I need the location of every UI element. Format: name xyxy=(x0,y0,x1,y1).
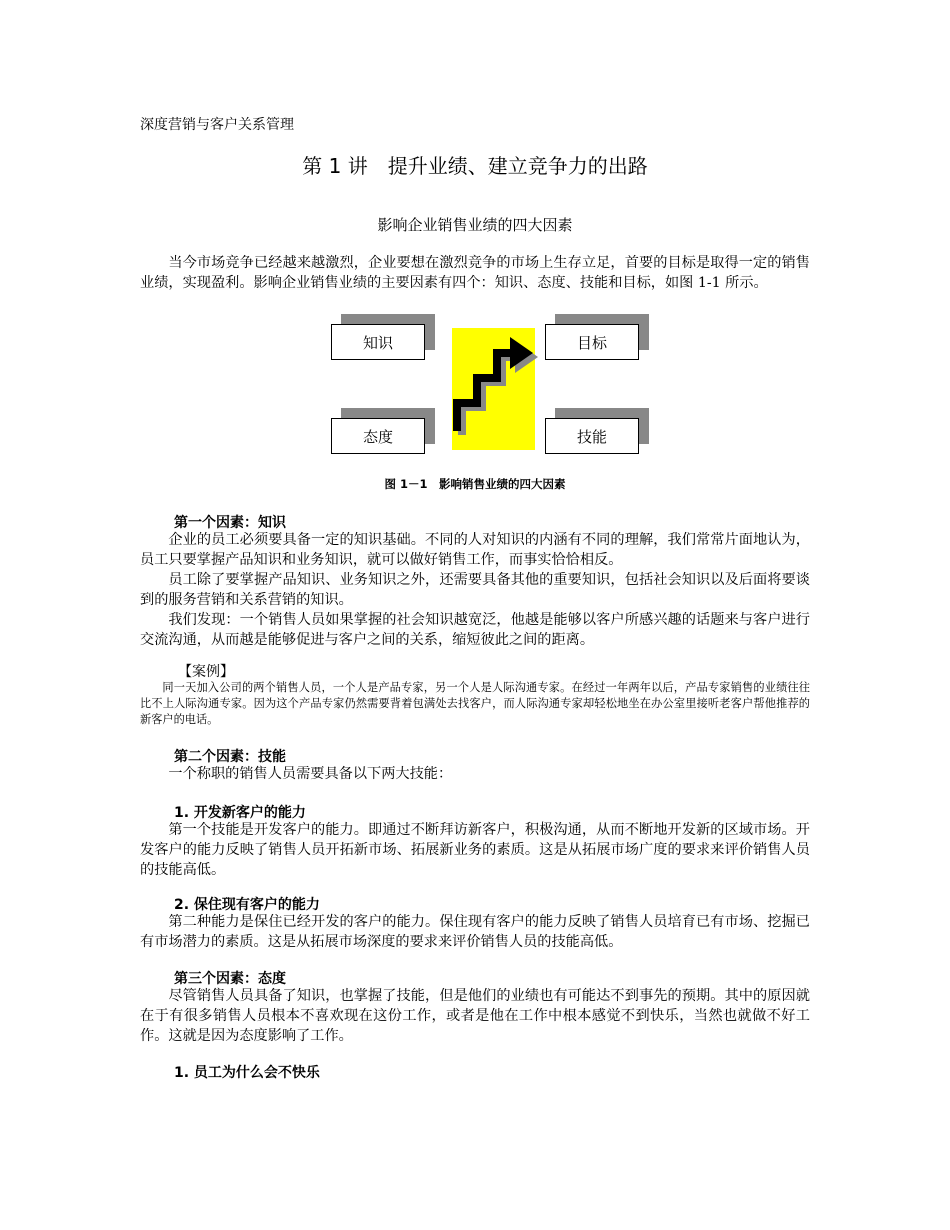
intro-paragraph: 当今市场竞争已经越来越激烈，企业要想在激烈竞争的市场上生存立足，首要的目标是取得一定的销售业绩，实现盈利。影响企业销售业绩的主要因素有四个：知识、态度、技能和目标，如图 1-1 所示。 xyxy=(140,255,810,291)
stair-arrow-icon xyxy=(445,325,545,455)
factor2-heading: 第二个因素：技能 xyxy=(174,749,286,765)
factor3-text: 尽管销售人员具备了知识，也掌握了技能，但是他们的业绩也有可能达不到事先的预期。其中的原因就在于有很多销售人员根本不喜欢现在这份工作，或者是他在工作中根本感觉不到快乐，当然也就做不好工作。这就是因为态度影响了工作。 xyxy=(140,988,810,1044)
factor3-sub1-heading: 1. 员工为什么会不快乐 xyxy=(174,1065,320,1081)
document-header: 深度营销与客户关系管理 xyxy=(140,117,294,133)
factor2-sub2-text: 第二种能力是保住已经开发的客户的能力。保住现有客户的能力反映了销售人员培育已有市场、挖掘已有市场潜力的素质。这是从拓展市场深度的要求来评价销售人员的技能高低。 xyxy=(140,914,810,950)
case-text: 同一天加入公司的两个销售人员，一个人是产品专家，另一个人是人际沟通专家。在经过一年两年以后，产品专家销售的业绩往往比不上人际沟通专家。因为这个产品专家仍然需要背着包满处去找客户，而人际沟通专家却轻松地坐在办公室里接听老客户帮他推荐的新客户的电话。 xyxy=(140,681,810,726)
box-attitude: 态度 xyxy=(331,418,425,454)
factor2-sub2-heading: 2. 保住现有客户的能力 xyxy=(174,897,320,913)
figure-caption: 图 1－1 影响销售业绩的四大因素 xyxy=(384,477,566,491)
factor2-sub1-text: 第一个技能是开发客户的能力。即通过不断拜访新客户，积极沟通，从而不断地开发新的区域市场。开发客户的能力反映了销售人员开拓新市场、拓展新业务的素质。这是从拓展市场广度的要求来评价销售人员的技能高低。 xyxy=(140,822,810,878)
factor2-sub1-heading: 1. 开发新客户的能力 xyxy=(174,805,306,821)
factor1-paragraph-2: 员工除了要掌握产品知识、业务知识之外，还需要具备其他的重要知识，包括社会知识以及后面将要谈到的服务营销和关系营销的知识。 xyxy=(140,572,810,608)
box-knowledge: 知识 xyxy=(331,324,425,360)
chapter-title: 第 1 讲 提升业绩、建立竞争力的出路 xyxy=(302,154,648,178)
factor1-paragraph-1: 企业的员工必须要具备一定的知识基础。不同的人对知识的内涵有不同的理解，我们常常片面地认为，员工只要掌握产品知识和业务知识，就可以做好销售工作，而事实恰恰相反。 xyxy=(140,532,810,568)
box-skill: 技能 xyxy=(545,418,639,454)
factor1-paragraph-3: 我们发现：一个销售人员如果掌握的社会知识越宽泛，他越是能够以客户所感兴趣的话题来与客户进行交流沟通，从而越是能够促进与客户之间的关系，缩短彼此之间的距离。 xyxy=(140,612,810,648)
box-goal: 目标 xyxy=(545,324,639,360)
factor2-intro: 一个称职的销售人员需要具备以下两大技能： xyxy=(168,766,453,782)
factor1-heading: 第一个因素：知识 xyxy=(174,515,286,531)
section-subtitle: 影响企业销售业绩的四大因素 xyxy=(377,216,573,234)
case-heading: 【案例】 xyxy=(178,664,234,680)
factor3-heading: 第三个因素：态度 xyxy=(174,971,286,987)
